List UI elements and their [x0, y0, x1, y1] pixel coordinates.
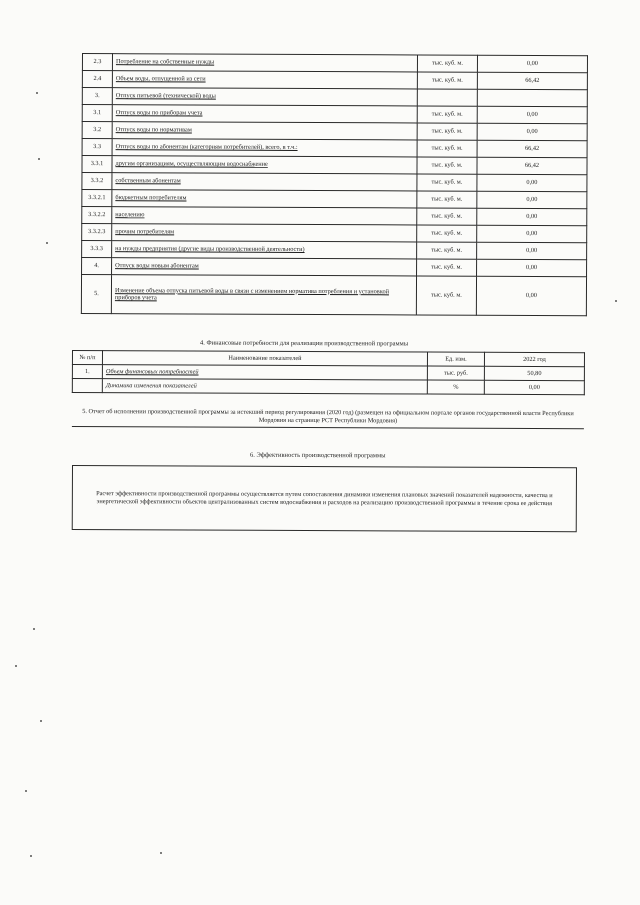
cell-num: 3.3: [82, 139, 112, 156]
header-unit: Ед. изм.: [427, 352, 484, 366]
header-num: № п/п: [72, 351, 102, 365]
cell-unit: тыс. куб. м.: [417, 157, 477, 174]
scan-speck: [46, 242, 48, 244]
cell-name: другим организациям, осуществляющим водоснабжение: [112, 156, 417, 174]
cell-num: 3.3.3: [82, 241, 112, 258]
cell-value: 0,00: [476, 276, 586, 315]
efficiency-text: Расчет эффективности производственной программы осуществляется путем сопоставления динамики изменения плановых значений показателей надежности, качества и энергетической эффективности объектов централизованных систем водоснабжения и расходов на реализацию производственной программы в течение срока ее действия: [96, 490, 553, 508]
section6-title: 6. Эффективность производственной программы: [249, 451, 386, 460]
table-row: [72, 379, 584, 395]
cell-name: Объем воды, отпущенной из сети: [112, 71, 417, 89]
cell-num: 3.3.1: [82, 156, 112, 173]
cell-unit: тыс. куб. м.: [417, 225, 477, 242]
cell-name: бюджетным потребителям: [112, 190, 417, 208]
table-row: [82, 105, 587, 124]
cell-name: Отпуск воды по абонентам (категориям потребителей), всего, в т.ч.:: [112, 139, 417, 157]
cell-value: 0,00: [477, 225, 587, 242]
cell-num: 3.: [82, 88, 112, 105]
table-row: [82, 54, 587, 73]
cell-num: 3.3.2.2: [82, 207, 112, 224]
cell-num: 3.2: [82, 122, 112, 139]
table-row: [81, 275, 586, 316]
efficiency-box: [72, 465, 577, 532]
water-supply-table: [81, 53, 588, 316]
cell-name: собственным абонентам: [112, 173, 417, 191]
cell-name: Объем финансовых потребностей: [102, 365, 427, 380]
cell-name: на нужды предприятия (другие виды производственной деятельности): [112, 241, 417, 259]
cell-num: 1.: [72, 365, 102, 379]
cell-name: Отпуск воды по нормативам: [112, 122, 417, 140]
cell-name: населению: [112, 207, 417, 225]
table-row: [82, 71, 587, 90]
scan-speck: [25, 790, 27, 792]
cell-unit: тыс. куб. м.: [417, 191, 477, 208]
cell-name: Потребление на собственные нужды: [112, 54, 417, 72]
cell-name: Динамика изменения показателей: [102, 379, 427, 394]
cell-value: 0,00: [477, 55, 587, 72]
cell-value: 66,42: [477, 72, 587, 89]
table-row: [82, 258, 587, 277]
cell-value: 0,00: [484, 380, 584, 394]
cell-value: [477, 89, 587, 106]
header-name: Наименование показателей: [102, 351, 427, 366]
section4-title: 4. Финансовые потребности для реализации производственной программы: [199, 339, 409, 348]
cell-num: 2.4: [82, 71, 112, 88]
cell-name: Отпуск воды новым абонентам: [112, 258, 417, 276]
cell-unit: тыс. куб. м.: [417, 72, 477, 89]
cell-unit: тыс. куб. м.: [417, 140, 477, 157]
cell-unit: тыс. куб. м.: [417, 174, 477, 191]
cell-value: 0,00: [477, 208, 587, 225]
cell-unit: %: [427, 380, 484, 394]
cell-value: 0,00: [477, 191, 587, 208]
cell-unit: тыс. куб. м.: [416, 276, 476, 315]
table-row: [82, 156, 587, 175]
cell-num: 3.3.2: [82, 173, 112, 190]
cell-name: Изменение объема отпуска питьевой воды в связи с изменением норматива потребления и установкой приборов учета: [111, 275, 416, 315]
cell-num: 3.1: [82, 105, 112, 122]
cell-value: 0,00: [477, 242, 587, 259]
cell-value: 66,42: [477, 157, 587, 174]
cell-num: 2.3: [82, 54, 112, 71]
scan-speck: [15, 665, 17, 667]
table-row: [82, 88, 587, 107]
cell-value: 66,42: [477, 140, 587, 157]
cell-num: 3.3.2.1: [82, 190, 112, 207]
cell-unit: [417, 89, 477, 106]
cell-num: [72, 379, 102, 393]
cell-value: 0,00: [477, 106, 587, 123]
cell-unit: тыс. куб. м.: [417, 106, 477, 123]
cell-num: 3.3.2.3: [82, 224, 112, 241]
cell-unit: тыс. куб. м.: [417, 208, 477, 225]
cell-value: 0,00: [477, 259, 587, 276]
cell-name: прочим потребителям: [112, 224, 417, 242]
scan-speck: [160, 852, 162, 854]
header-year: 2022 год: [484, 352, 584, 366]
scan-speck: [38, 158, 40, 160]
cell-value: 0,00: [477, 174, 587, 191]
financial-needs-table: [72, 350, 585, 395]
cell-name: Отпуск воды по приборам учета: [112, 105, 417, 123]
scan-speck: [30, 855, 32, 857]
cell-unit: тыс. руб.: [427, 366, 484, 380]
cell-value: 0,00: [477, 123, 587, 140]
cell-num: 5.: [81, 275, 111, 314]
scan-speck: [40, 720, 42, 722]
scan-speck: [36, 92, 38, 94]
table-row: [82, 241, 587, 260]
scan-speck: [33, 628, 35, 630]
table-row: [82, 173, 587, 192]
table-row: [82, 207, 587, 226]
cell-unit: тыс. куб. м.: [417, 55, 477, 72]
scan-speck: [615, 300, 617, 302]
section5-report-note: 5. Отчет об исполнении производственной программы за истекший период регулирования (2020 год) (размещен на официальном портале органов государственной власти Республики Мордовия на странице РСТ Республики Мордовия): [72, 408, 584, 430]
cell-num: 4.: [82, 258, 112, 275]
table-row: [82, 190, 587, 209]
table-row: [82, 139, 587, 158]
cell-name: Отпуск питьевой (технической) воды: [112, 88, 417, 106]
cell-unit: тыс. куб. м.: [417, 123, 477, 140]
cell-value: 50,80: [484, 366, 584, 380]
table-row: [82, 122, 587, 141]
cell-unit: тыс. куб. м.: [417, 242, 477, 259]
cell-unit: тыс. куб. м.: [417, 259, 477, 276]
table-row: [82, 224, 587, 243]
